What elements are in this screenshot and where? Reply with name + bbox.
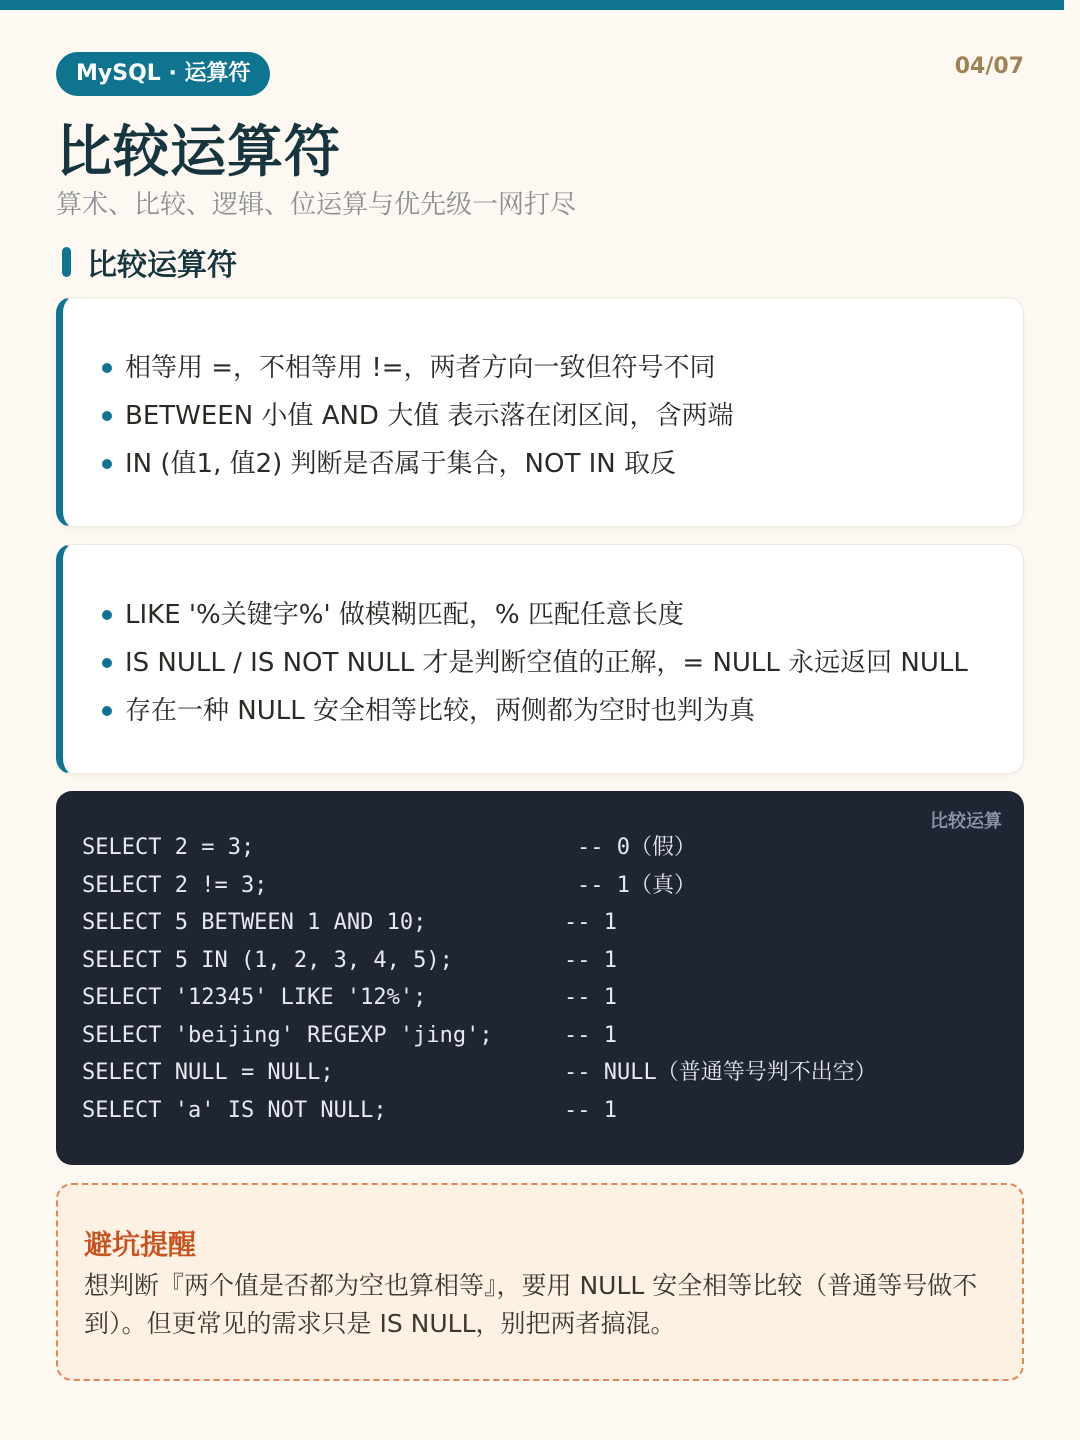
code-line — [82, 979, 1002, 1017]
page-title: 比较运算符 — [56, 120, 341, 185]
code-comment: -- 1 — [564, 985, 617, 1010]
top-accent-bar — [0, 0, 1064, 10]
tip-title: 避坑提醒 — [84, 1228, 197, 1261]
bullet-dot-icon — [102, 363, 112, 373]
code-line — [82, 829, 1002, 867]
section-marker — [62, 247, 71, 277]
code-comment: -- 1 — [564, 1022, 617, 1048]
code-statement: SELECT 2 != 3; — [82, 872, 268, 898]
bullet-item — [95, 440, 1023, 488]
code-comment: -- 0（假） — [577, 835, 696, 860]
code-line — [82, 1092, 1002, 1130]
code-statement: SELECT 5 BETWEEN 1 AND 10; — [82, 910, 427, 935]
section-heading — [62, 240, 237, 284]
page-counter: 04/07 — [954, 54, 1024, 79]
code-comment: -- 1（真） — [577, 872, 696, 898]
tip-box — [56, 1183, 1024, 1381]
bullet-item — [95, 344, 1023, 392]
code-statement: SELECT 5 IN (1, 2, 3, 4, 5); — [82, 947, 453, 973]
bullet-list — [95, 591, 1023, 735]
info-card-1 — [56, 297, 1024, 527]
bullet-item — [95, 392, 1023, 440]
code-line — [82, 904, 1002, 942]
code-language-tag: 比较运算 — [930, 811, 1002, 832]
code-statement: SELECT 'a' IS NOT NULL; — [82, 1097, 387, 1123]
bullet-dot-icon — [102, 658, 112, 668]
bullet-text: LIKE '%关键字%' 做模糊匹配，% 匹配任意长度 — [125, 600, 684, 630]
bullet-item — [95, 639, 1023, 687]
code-comment: -- NULL（普通等号判不出空） — [564, 1060, 877, 1085]
bullet-text: 存在一种 NULL 安全相等比较，两侧都为空时也判为真 — [125, 696, 755, 726]
code-comment: -- 1 — [564, 947, 617, 973]
bullet-list — [95, 344, 1023, 488]
bullet-text: IN (值1, 值2) 判断是否属于集合，NOT IN 取反 — [125, 449, 676, 479]
bullet-text: BETWEEN 小值 AND 大值 表示落在闭区间，含两端 — [125, 401, 734, 431]
section-title: 比较运算符 — [87, 248, 237, 283]
bullet-text: IS NULL / IS NOT NULL 才是判断空值的正解，= NULL 永远返回 NULL — [125, 648, 968, 678]
code-comment: -- 1 — [564, 910, 617, 935]
bullet-dot-icon — [102, 459, 112, 469]
bullet-item — [95, 591, 1023, 639]
code-statement: SELECT NULL = NULL; — [82, 1060, 334, 1085]
tip-text: 想判断『两个值是否都为空也算相等』，要用 NULL 安全相等比较（普通等号做不到）。但更常见的需求只是 IS NULL，别把两者搞混。 — [84, 1271, 978, 1338]
bullet-dot-icon — [102, 706, 112, 716]
bullet-dot-icon — [102, 610, 112, 620]
code-line — [82, 867, 1002, 905]
code-lines — [82, 829, 1002, 1129]
code-statement: SELECT 'beijing' REGEXP 'jing'; — [82, 1022, 493, 1048]
info-card-2 — [56, 544, 1024, 774]
bullet-dot-icon — [102, 411, 112, 421]
page-subtitle: 算术、比较、逻辑、位运算与优先级一网打尽 — [56, 190, 577, 220]
code-line — [82, 1017, 1002, 1055]
code-statement: SELECT 2 = 3; — [82, 835, 255, 860]
code-block — [56, 791, 1024, 1165]
code-line — [82, 1054, 1002, 1092]
code-line — [82, 942, 1002, 980]
bullet-text: 相等用 =，不相等用 !=，两者方向一致但符号不同 — [125, 353, 716, 383]
bullet-item — [95, 687, 1023, 735]
code-statement: SELECT '12345' LIKE '12%'; — [82, 985, 427, 1010]
topic-tag: MySQL · 运算符 — [56, 52, 270, 96]
code-comment: -- 1 — [564, 1097, 617, 1123]
